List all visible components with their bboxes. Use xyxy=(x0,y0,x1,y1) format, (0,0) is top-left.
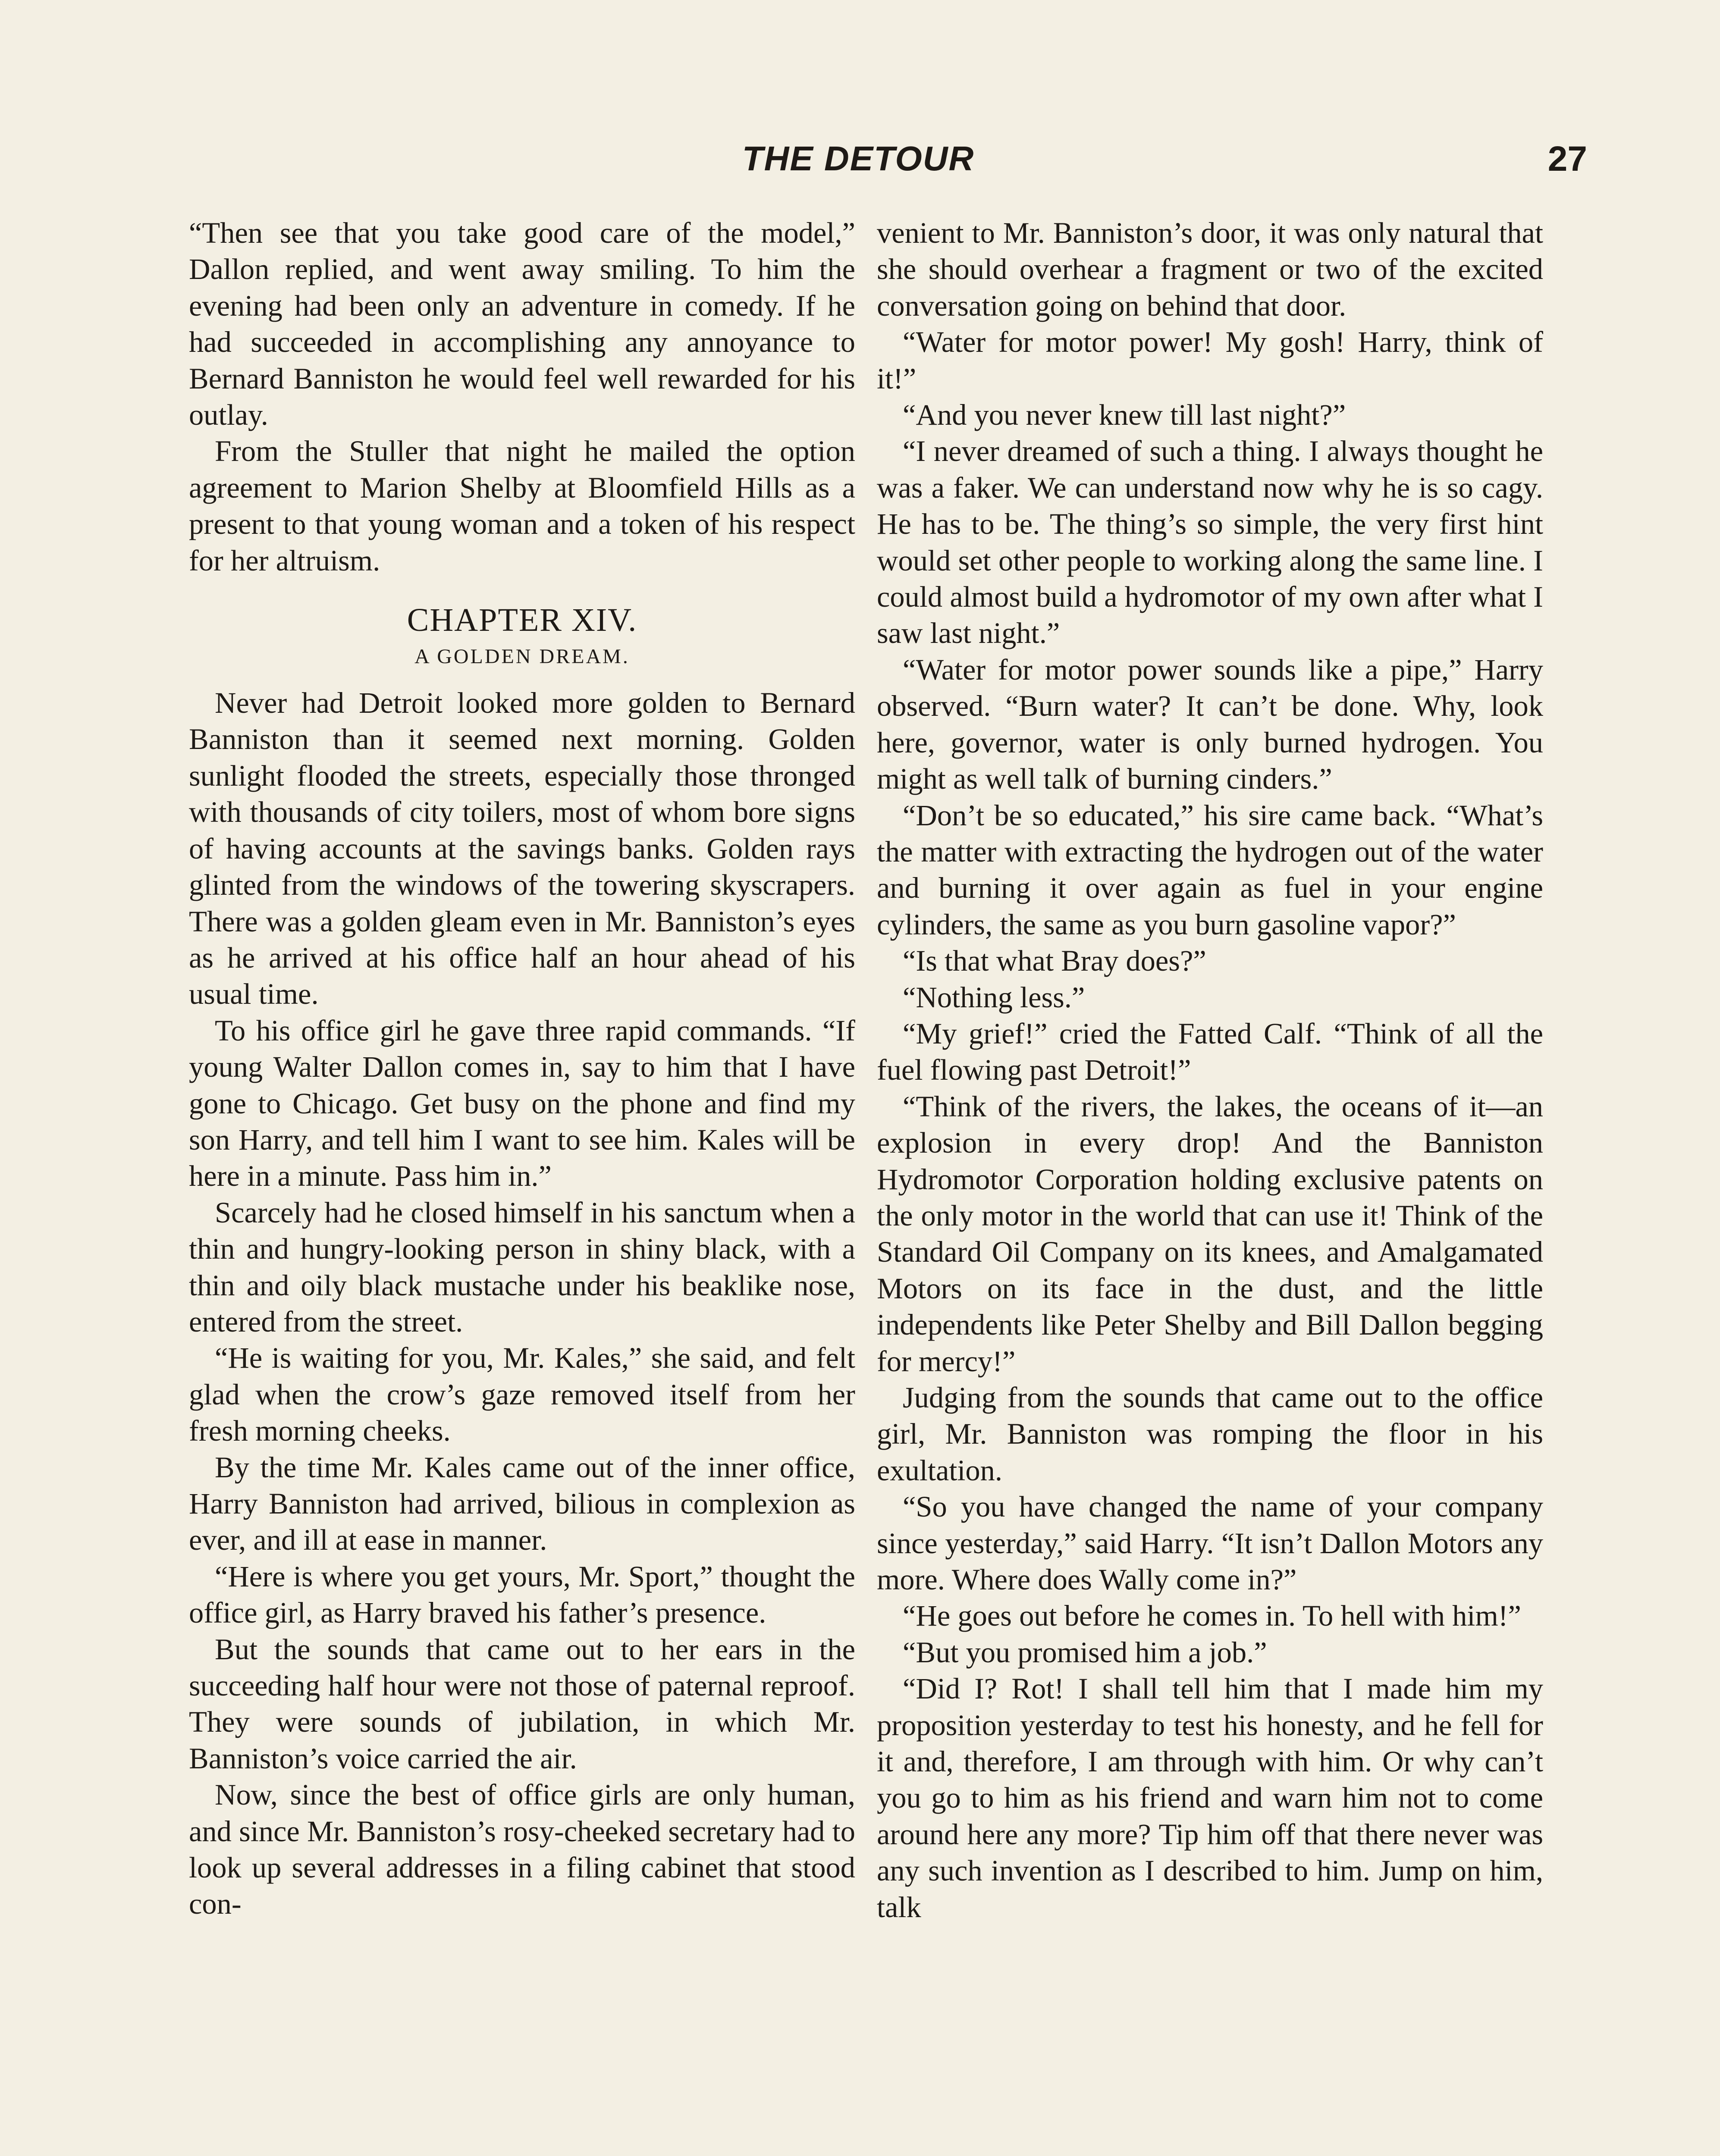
page-number: 27 xyxy=(1547,139,1587,179)
paragraph: “And you never knew till last night?” xyxy=(903,398,1346,432)
paragraph: “Did I? Rot! I shall tell him that I made him my proposition yesterday to test his honesty, and he fell for it and, therefore, I am through with him. Or why can’t you go to him as his friend and warn him not to come around here any more? Tip him off that there never was any such invention as I described to him. Jump on him, talk xyxy=(877,1672,1543,1924)
page-header xyxy=(129,139,1587,186)
paragraph: Scarcely had he closed himself in his sanctum when a thin and hungry-looking person in shiny black, with a thin and oily black mustache under his beaklike nose, entered from the street. xyxy=(189,1196,855,1338)
paragraph: “Don’t be so educated,” his sire came back. “What’s the matter with extracting the hydrogen out of the water and burning it over again as fuel in your engine cylinders, the same as you burn gasoline vapor?” xyxy=(877,799,1543,941)
paragraph: But the sounds that came out to her ears in the succeeding half hour were not those of paternal reproof. They were sounds of jubilation, in which Mr. Banniston’s voice carried the air. xyxy=(189,1633,855,1775)
paragraph: By the time Mr. Kales came out of the inner office, Harry Banniston had arrived, bilious in complexion as ever, and ill at ease in manner. xyxy=(189,1451,855,1557)
paragraph: “Is that what Bray does?” xyxy=(903,944,1206,978)
paragraph: “He goes out before he comes in. To hell with him!” xyxy=(903,1599,1521,1633)
left-column xyxy=(189,215,855,1922)
paragraph: venient to Mr. Banniston’s door, it was only natural that she should overhear a fragment or two of the excited conversation going on behind that door. xyxy=(877,216,1543,322)
paragraph: “Then see that you take good care of the model,” Dallon replied, and went away smiling. To him the evening had been only an adventure in comedy. If he had succeeded in accomplishing any annoyance to Bernard Banniston he would feel well rewarded for his outlay. xyxy=(189,216,855,432)
paragraph: “Here is where you get yours, Mr. Sport,” thought the office girl, as Harry braved his father’s presence. xyxy=(189,1560,855,1630)
paragraph: “My grief!” cried the Fatted Calf. “Think of all the fuel flowing past Detroit!” xyxy=(877,1017,1543,1087)
paragraph: “But you promised him a job.” xyxy=(903,1636,1267,1669)
running-title: THE DETOUR xyxy=(742,139,975,178)
paragraph: “I never dreamed of such a thing. I always thought he was a faker. We can understand now why he is so cagy. He has to be. The thing’s so simple, the very first hint would set other people to working along the same line. I could almost build a hydromotor of my own after what I saw last night.” xyxy=(877,435,1543,650)
paragraph: To his office girl he gave three rapid commands. “If young Walter Dallon comes in, say to him that I have gone to Chicago. Get busy on the phone and find my son Harry, and tell him I want to see him. Kales will be here in a minute. Pass him in.” xyxy=(189,1014,855,1193)
chapter-subtitle: A GOLDEN DREAM. xyxy=(414,645,630,668)
paragraph: Never had Detroit looked more golden to Bernard Banniston than it seemed next morning. Golden sunlight flooded the streets, especially those thronged with thousands of city toilers, most of whom bore signs of having accounts at the savings banks. Golden rays glinted from the windows of the towering skyscrapers. There was a golden gleam even in Mr. Banniston’s eyes as he arrived at his office half an hour ahead of his usual time. xyxy=(189,686,855,1011)
paragraph: “Water for motor power sounds like a pipe,” Harry observed. “Burn water? It can’t be done. Why, look here, governor, water is only burned hydrogen. You might as well talk of burning cinders.” xyxy=(877,653,1543,796)
chapter-title: CHAPTER XIV. xyxy=(407,602,637,639)
paragraph: “He is waiting for you, Mr. Kales,” she said, and felt glad when the crow’s gaze removed itself from her fresh morning cheeks. xyxy=(189,1341,855,1448)
paragraph: “Nothing less.” xyxy=(903,981,1085,1014)
paragraph: From the Stuller that night he mailed the option agreement to Marion Shelby at Bloomfield Hills as a present to that young woman and a token of his respect for her altruism. xyxy=(189,435,855,577)
paragraph: Judging from the sounds that came out to the office girl, Mr. Banniston was romping the floor in his exultation. xyxy=(877,1381,1543,1487)
paragraph: “Think of the rivers, the lakes, the oceans of it—an explosion in every drop! And the Banniston Hydromotor Corporation holding exclusive patents on the only motor in the world that can use it! Think of the Standard Oil Company on its knees, and Amalgamated Motors on its face in the dust, and the little independents like Peter Shelby and Bill Dallon begging for mercy!” xyxy=(877,1090,1543,1378)
paragraph: “So you have changed the name of your company since yesterday,” said Harry. “It isn’t Dallon Motors any more. Where does Wally come in?” xyxy=(877,1490,1543,1596)
paragraph: “Water for motor power! My gosh! Harry, think of it!” xyxy=(877,326,1543,395)
right-column xyxy=(877,215,1543,1925)
paragraph: Now, since the best of office girls are only human, and since Mr. Banniston’s rosy-cheeked secretary had to look up several addresses in a filing cabinet that stood con- xyxy=(189,1778,855,1921)
